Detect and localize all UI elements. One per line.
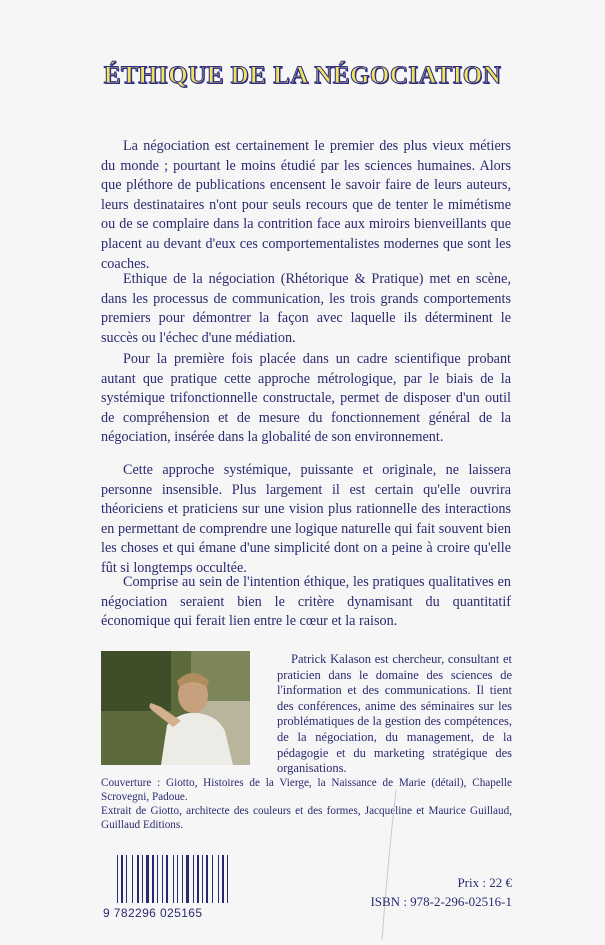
price: Prix : 22 € <box>457 875 512 890</box>
paragraph-5: Comprise au sein de l'intention éthique, les pratiques qualitatives en négociation seraient bien le critère dynamisant du quantitatif économique qui ferait lien entre le cœur et la raison. <box>101 574 511 630</box>
barcode-digits: 9 782296 025165 <box>103 906 203 920</box>
paragraph-4: Cette approche systémique, puissante et originale, ne laissera personne insensible. Plus largement il est certain qu'elle ouvrira théoriciens et praticiens sur une vision plus rationnelle des interactions en permettant de comprendre une logique naturelle qui fait souvent bien les choses et qui émane d'une simplicité dont on a peine à croire qu'elle fût si longtemps occultée. <box>101 462 511 576</box>
author-photo-illustration <box>101 651 250 765</box>
author-photo <box>101 651 250 765</box>
cover-credits <box>101 776 512 832</box>
cover-credit: Couverture : Giotto, Histoires de la Vierge, la Naissance de Marie (détail), Chapelle Scrovegni, Padoue. <box>101 777 512 803</box>
barcode <box>117 855 232 903</box>
paper-crease <box>380 790 400 940</box>
paragraph-3: Pour la première fois placée dans un cadre scientifique probant autant que pratique cette approche métrologique, par le biais de la systémique trifonctionnelle constructale, permet de disposer d'un outil de compréhension et de mesure du fonctionnement général de la négociation, insérée dans la globalité de son environnement. <box>101 351 511 446</box>
paragraph-1: La négociation est certainement le premier des plus vieux métiers du monde ; pourtant le moins étudié par les sciences humaines. Alors que pléthore de publications encensent le savoir faire de leurs auteurs, leurs destinataires n'ont pour seuls recours que de tenter le mimétisme ou de se complaire dans la contrition face aux miroirs bienveillants que placent au devant d'eux ces comportementalistes modernes que sont les coaches. <box>101 138 511 272</box>
book-title: ÉTHIQUE DE LA NÉGOCIATION <box>103 62 502 89</box>
extract-credit: Extrait de Giotto, architecte des couleurs et des formes, Jacqueline et Maurice Guillaud, Guillaud Editions. <box>101 805 512 831</box>
author-bio: Patrick Kalason est chercheur, consultant et praticien dans le domaine des sciences de l'information et des communications. Il tient des conférences, anime des séminaires sur les problématiques de la gestion des compétences, de la négociation, du management, de la pédagogie et du marketing stratégique des organisations. <box>277 652 512 776</box>
isbn: ISBN : 978-2-296-02516-1 <box>370 894 512 909</box>
paragraph-2: Ethique de la négociation (Rhétorique & Pratique) met en scène, dans les processus de communication, les trois grands comportements premiers pour démontrer la façon avec laquelle ils déterminent le succès ou l'échec d'une médiation. <box>101 271 511 346</box>
